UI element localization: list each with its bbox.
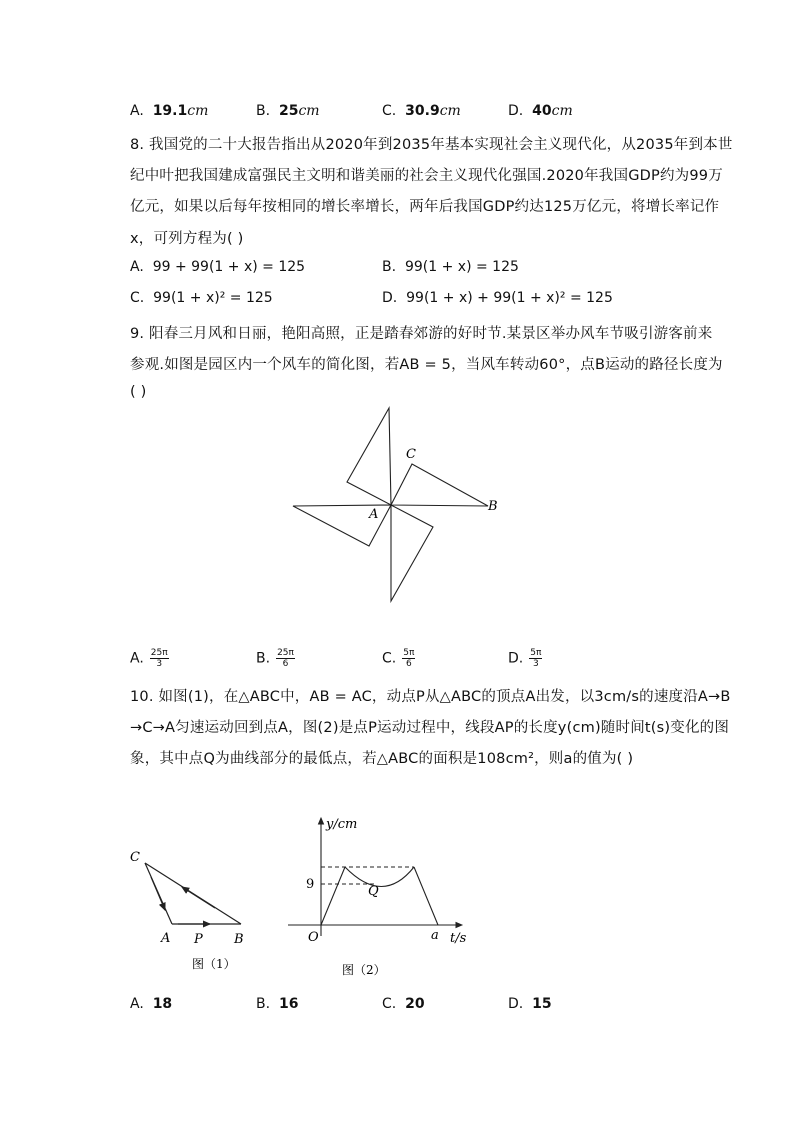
label-a: A (161, 931, 171, 946)
windmill-blade-bottom (391, 505, 433, 601)
q10-line-3: 象，其中点Q为曲线部分的最低点，若△ABC的面积是108cm²，则a的值为( ) (130, 751, 634, 767)
q9-line-2: 参观.如图是园区内一个风车的简化图，若AB = 5，当风车转动60°，点B运动的路径长度为 (130, 357, 723, 373)
q7-option-d: D. 40cm (508, 103, 573, 119)
y-axis-label: y/cm (326, 817, 358, 832)
fig1-caption: 图（1） (192, 957, 236, 971)
label-p: P (194, 932, 203, 947)
q9-line-3: ( ) (130, 384, 147, 400)
q9-line-1: 9. 阳春三月风和日丽，艳阳高照，正是踏春郊游的好时节.某景区举办风车节吸引游客前来 (130, 326, 713, 342)
q8-option-c: C. 99(1 + x)² = 125 (130, 290, 273, 306)
label-b: B (234, 932, 244, 947)
label-b: B (488, 499, 498, 514)
label-a: A (369, 507, 379, 522)
q8-line-2: 纪中叶把我国建成富强民主文明和谐美丽的社会主义现代化强国.2020年我国GDP约为99万 (130, 168, 723, 184)
q7-option-c: C. 30.9cm (382, 103, 461, 119)
graph-curve (345, 867, 414, 887)
windmill-figure (280, 400, 510, 610)
x-axis-label: t/s (450, 931, 467, 946)
q9-option-a: A. $\frac{25\pi}{3}$ (130, 648, 168, 669)
tick-9: 9 (306, 877, 315, 892)
windmill-blade-right (391, 464, 488, 506)
graph-fall (414, 867, 438, 925)
q8-option-a: A. 99 + 99(1 + x) = 125 (130, 259, 306, 275)
q8-option-d: D. 99(1 + x) + 99(1 + x)² = 125 (382, 290, 613, 306)
q8-line-4: x，可列方程为( ) (130, 231, 244, 247)
q9-option-b: B. $\frac{25\pi}{6}$ (256, 648, 294, 669)
q10-line-2: →C→A匀速运动回到点A，图(2)是点P运动过程中，线段AP的长度y(cm)随时间t(s)变化的图 (130, 720, 730, 736)
q9-option-c: C. $\frac{5\pi}{6}$ (382, 648, 415, 669)
label-c: C (130, 850, 140, 865)
arrow-b-to-c (182, 887, 215, 908)
label-a: a (431, 928, 439, 943)
q10-option-b: B. 16 (256, 996, 299, 1012)
q7-option-b: B. 25cm (256, 103, 320, 119)
q10-option-c: C. 20 (382, 996, 425, 1012)
graph-figure (280, 808, 480, 988)
q10-line-1: 10. 如图(1)，在△ABC中，AB = AC，动点P从△ABC的顶点A出发，以3cm/s的速度沿A→B (130, 689, 731, 705)
fig2-caption: 图（2） (342, 963, 386, 977)
origin-label: O (308, 930, 319, 945)
triangle-figure (120, 840, 260, 980)
q10-option-a: A. 18 (130, 996, 173, 1012)
q8-line-3: 亿元，如果以后每年按相同的增长率增长，两年后我国GDP约达125万亿元，将增长率记作 (130, 199, 720, 215)
q7-option-a: A. 19.1cm (130, 103, 209, 119)
q10-option-d: D. 15 (508, 996, 552, 1012)
q9-option-d: D. $\frac{5\pi}{3}$ (508, 648, 542, 669)
label-c: C (406, 447, 416, 462)
label-q: Q (368, 884, 379, 899)
q8-option-b: B. 99(1 + x) = 125 (382, 259, 519, 275)
arrow-c-to-a (151, 877, 165, 910)
graph-rise (321, 867, 345, 925)
q8-line-1: 8. 我国党的二十大报告指出从2020年到2035年基本实现社会主义现代化，从2035年到本世 (130, 137, 733, 153)
windmill-blade-top (347, 408, 391, 505)
